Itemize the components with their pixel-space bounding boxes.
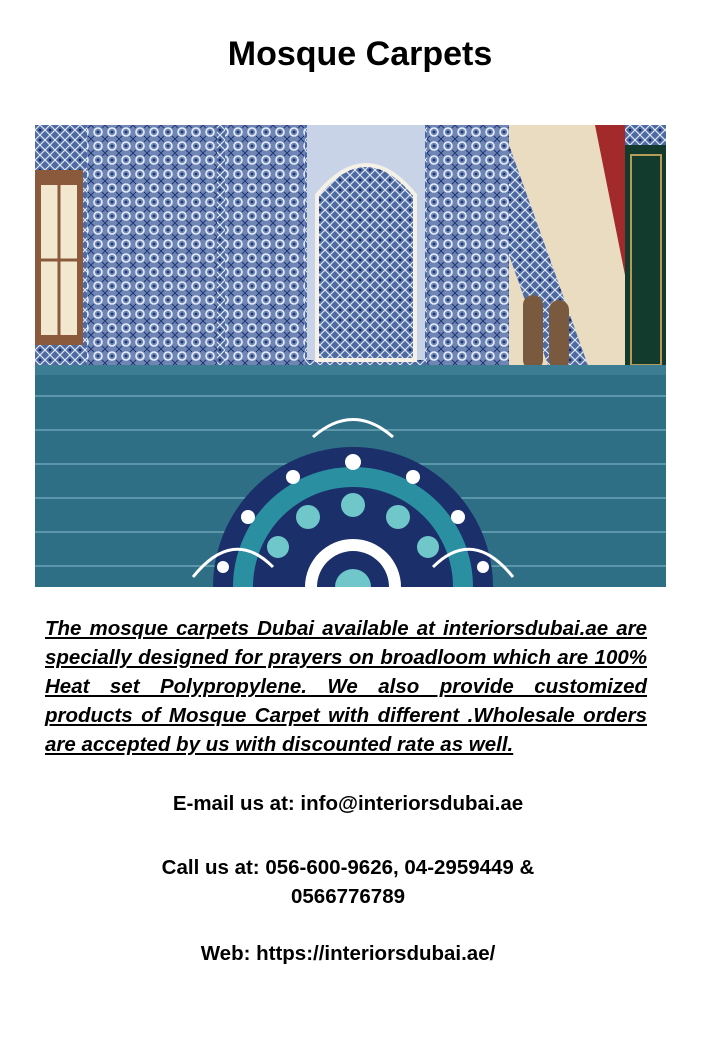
phone-line-2: 0566776789	[290, 885, 405, 908]
phone-block	[0, 853, 696, 911]
phone-line-1: Call us at: 056-600-9626, 04-2959449 &	[161, 856, 535, 879]
mosque-interior-illustration	[35, 125, 666, 587]
web-line: Web: https://interiorsdubai.ae/	[200, 942, 496, 965]
email-line: E-mail us at: info@interiorsdubai.ae	[172, 792, 524, 815]
page-title: Mosque Carpets	[227, 35, 493, 73]
mosque-carpet-image	[35, 125, 666, 587]
description-paragraph: The mosque carpets Dubai available at interiorsdubai.ae are specially designed for prayers on broadloom which are 100% Heat set Polypropylene. We also provide customized products of Mosque Carpet with different .Wholesale orders are accepted by us with discounted rate as well.	[45, 617, 647, 756]
